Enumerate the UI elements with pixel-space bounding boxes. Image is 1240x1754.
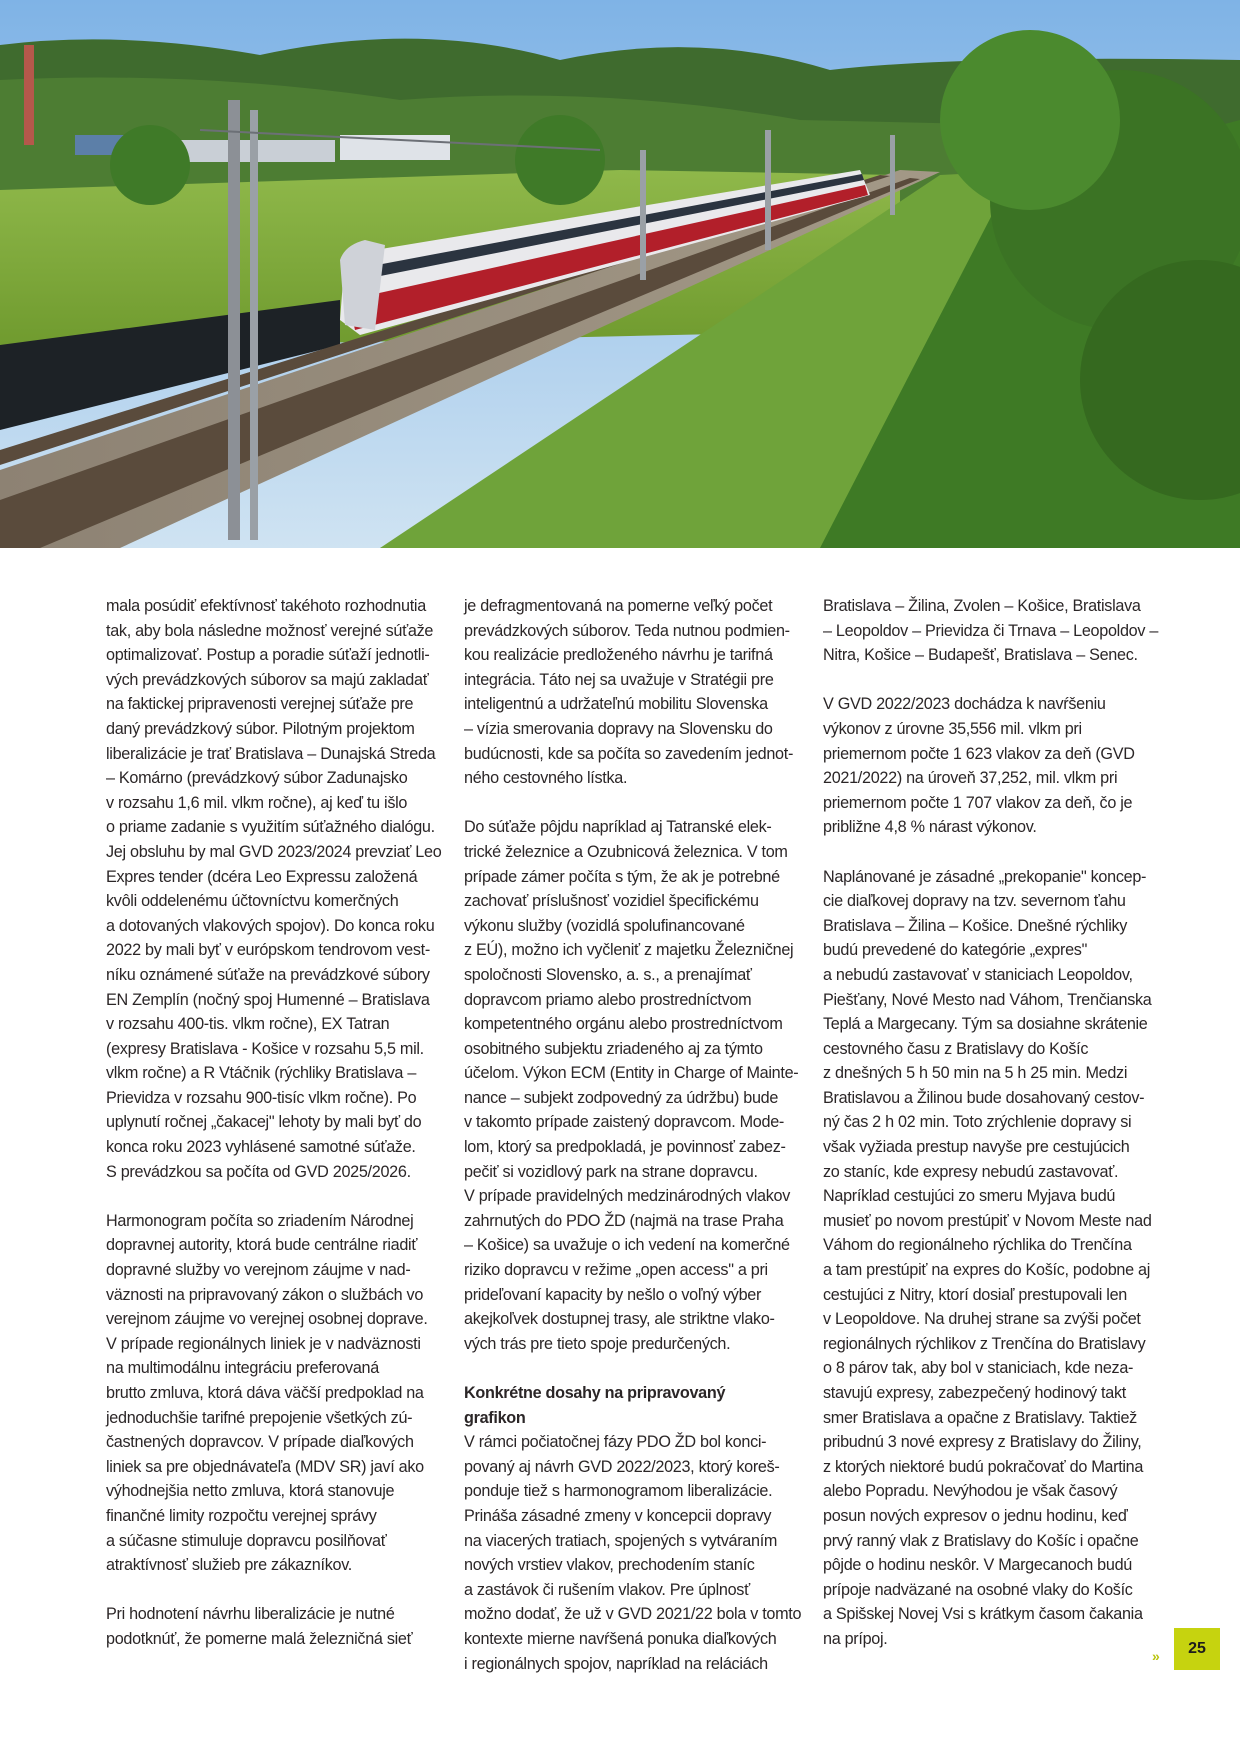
chevron-right-icon: » [1152, 1648, 1160, 1664]
paragraph: V GVD 2022/2023 dochádza k navŕšeniu výkonov z úrovne 35,556 mil. vlkm pri priemernom počte 1 623 vlakov za deň (GVD 2021/2022) na úroveň 37,252, mil. vlkm pri priemernom počte 1 707 vlakov za deň, čo je približne 4,8 % nárast výkonov. [823, 695, 1135, 837]
paragraph: mala posúdiť efektívnosť takéhoto rozhodnutia tak, aby bola následne možnosť verejné súťaže optimalizovať. Postup a poradie súťaží jednotli- vých prevádzkových súborov sa majú zakladať na faktickej pripravenosti verejnej súťaže pre daný prevádzkový súbor. Pilotným projektom liberalizácie je trať Bratislava – Dunajská Streda – Komárno (prevádzkový súbor Zadunajsko v rozsahu 1,6 mil. vlkm ročne), aj keď tu išlo o priame zadanie s využitím súťažného dialógu. Jej obsluhu by mal GVD 2023/2024 prevziať Leo Expres tender (dcéra Leo Expressu založená kvôli oddelenému účtovníctvu komerčných a dotovaných vlakových spojov). Do konca roku 2022 by mali byť v európskom tendrovom vest- níku oznámené súťaže na prevádzkové súbory EN Zemplín (nočný spoj Humenné – Bratislava v rozsahu 400-tis. vlkm ročne), EX Tatran (expresy Bratislava - Košice v rozsahu 5,5 mil. vlkm ročne) a R Vtáčnik (rýchliky Bratislava – Prievidza v rozsahu 900-tisíc vlkm ročne). Po uplynutí ročnej „čakacej" lehoty by mali byť do konca roku 2023 vyhlásené samotné súťaže. S prevádzkou sa počíta od GVD 2025/2026. [106, 597, 442, 1181]
train-photo [0, 0, 1240, 548]
train-photo-icon [0, 0, 1240, 548]
paragraph: V rámci počiatočnej fázy PDO ŽD bol konci- povaný aj návrh GVD 2022/2023, ktorý koreš- ponduje tiež s harmonogramom liberalizácie. Prináša zásadné zmeny v koncepcii dopravy na viacerých tratiach, spojených s vytváraním nových vrstiev vlakov, prechodením staníc a zastávok či rušením vlakov. Pre úplnosť možno dodať, že už v GVD 2021/22 bola v tomto kontexte mierne navŕšená ponuka diaľkových i regionálnych spojov, napríklad na reláciách [464, 1433, 802, 1673]
text-column-3 [823, 594, 1159, 1652]
section-heading: Konkrétne dosahy na pripravovaný grafikon [464, 1384, 726, 1427]
page-number: 25 [1174, 1628, 1220, 1670]
paragraph: Harmonogram počíta so zriadením Národnej dopravnej autority, ktorá bude centrálne riadiť dopravné služby vo verejnom záujme v nad- väznosti na pripravovaný zákon o službách vo verejnom záujme vo verejnej osobnej doprave. V prípade regionálnych liniek je v nadväznosti na multimodálnu integráciu preferovaná brutto zmluva, ktorá dáva väčší predpoklad na jednoduchšie tarifné prepojenie všetkých zú- častnených dopravcov. V prípade diaľkových liniek sa pre objednávateľa (MDV SR) javí ako výhodnejšia netto zmluva, ktorá stanovuje finančné limity rozpočtu verejnej správy a súčasne stimuluje dopravcu posilňovať atraktívnosť služieb pre zákazníkov. [106, 1211, 428, 1575]
paragraph: Pri hodnotení návrhu liberalizácie je nutné podotknúť, že pomerne malá železničná sieť [106, 1605, 413, 1648]
paragraph: Bratislava – Žilina, Zvolen – Košice, Bratislava – Leopoldov – Prievidza či Trnava – Leopoldov – Nitra, Košice – Budapešť, Bratislava – Senec. [823, 597, 1159, 665]
section [464, 1381, 802, 1676]
text-column-2 [464, 594, 802, 1676]
paragraph: Do súťaže pôjdu napríklad aj Tatranské elek- trické železnice a Ozubnicová železnica. V tom prípade zámer počíta s tým, že ak je potrebné zachovať príslušnosť vozidiel špecifickému výkonu služby (vozidlá spolufinancované z EÚ), možno ich vyčleniť z majetku Železničnej spoločnosti Slovensko, a. s., a prenajímať dopravcom priamo alebo prostredníctvom kompetentného orgánu alebo prostredníctvom osobitného subjektu zriadeného aj za týmto účelom. Výkon ECM (Entity in Charge of Mainte- nance – subjekt zodpovedný za údržbu) bude v takomto prípade zaistený dopravcom. Mode- lom, ktorý sa predpokladá, je povinnosť zabez- pečiť si vozidlový park na strane dopravcu. V prípade pravidelných medzinárodných vlakov zahrnutých do PDO ŽD (najmä na trase Praha – Košice) sa uvažuje o ich vedení na komerčné riziko dopravcu v režime „open access" a pri prideľovaní kapacity by nešlo o voľný výber akejkoľvek dostupnej trasy, ale striktne vlako- vých trás pre tieto spoje predurčených. [464, 818, 799, 1353]
text-column-1 [106, 594, 442, 1652]
paragraph: je defragmentovaná na pomerne veľký počet prevádzkových súborov. Teda nutnou podmien- kou realizácie predloženého návrhu je tarifná integrácia. Táto nej sa uvažuje v Stratégii pre inteligentnú a udržateľnú mobilitu Slovenska – vízia smerovania dopravy na Slovensku do budúcnosti, kde sa počíta so zavedením jednot- ného cestovného lístka. [464, 597, 794, 788]
paragraph: Naplánované je zásadné „prekopanie" koncep- cie diaľkovej dopravy na tzv. severnom ťahu Bratislava – Žilina – Košice. Dnešné rýchliky budú prevedené do kategórie „expres" a nebudú zastavovať v staniciach Leopoldov, Piešťany, Nové Mesto nad Váhom, Trenčianska Teplá a Margecany. Tým sa dosiahne skrátenie cestovného času z Bratislavy do Košíc z dnešných 5 h 50 min na 5 h 25 min. Medzi Bratislavou a Žilinou bude dosahovaný cestov- ný čas 2 h 02 min. Toto zrýchlenie dopravy si však vyžiada prestup navyše pre cestujúcich zo staníc, kde expresy nebudú zastavovať. Napríklad cestujúci zo smeru Myjava budú musieť po novom prestúpiť v Novom Meste nad Váhom do regionálneho rýchlika do Trenčína a tam prestúpiť na expres do Košíc, podobne aj cestujúci z Nitry, ktorí dosiaľ prestupovali len v Leopoldove. Na druhej strane sa zvýši počet regionálnych rýchlikov z Trenčína do Bratislavy o 8 párov tak, aby bol v staniciach, kde neza- stavujú expresy, zabezpečený hodinový takt smer Bratislava a opačne z Bratislavy. Taktiež pribudnú 3 nové expresy z Bratislavy do Žiliny, z ktorých niektoré budú pokračovať do Martina alebo Popradu. Nevýhodou je však časový posun nových expresov o jednu hodinu, keď prvý ranný vlak z Bratislavy do Košíc i opačne pôjde o hodinu neskôr. V Margecanoch budú prípoje nadväzané na osobné vlaky do Košíc a Spišskej Novej Vsi s krátkym časom čakania na prípoj. [823, 867, 1152, 1648]
